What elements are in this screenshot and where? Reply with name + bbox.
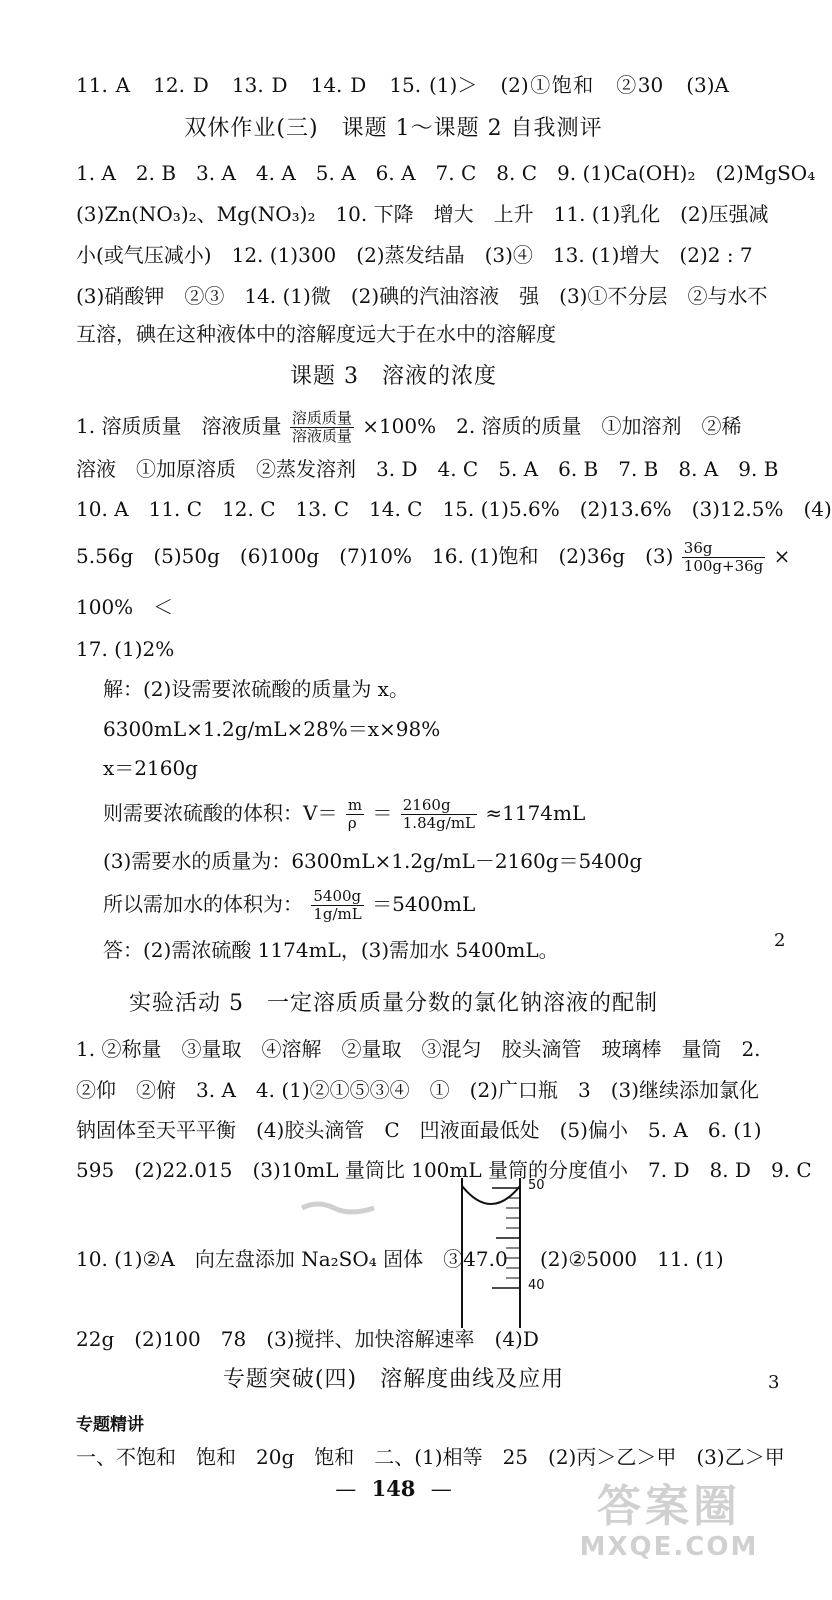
fraction-numerator: 36g: [682, 540, 766, 558]
smudge-shape: [298, 1196, 378, 1220]
saturated-fraction: [682, 540, 766, 575]
answer-line-24: ②仰 ②俯 3. A 4. (1)②①⑤③④ ① (2)广口瓶 3 (3)继续添加氯化: [76, 1078, 760, 1102]
answer-line-3: 1. A 2. B 3. A 4. A 5. A 6. A 7. C 8. C 9. (1)Ca(OH)₂ (2)MgSO₄: [76, 161, 816, 185]
page-dash-left: —: [335, 1477, 357, 1501]
answer-line-13: 100% ＜: [76, 595, 174, 619]
answer-line-12-start: 5.56g (5)50g (6)100g (7)10% 16. (1)饱和 (2)36g (3): [76, 544, 674, 568]
solution-line-5: (3)需要水的质量为：6300mL×1.2g/mL－2160g＝5400g: [103, 849, 643, 873]
margin-mark: 3: [768, 1372, 780, 1393]
fraction-numerator: 溶质质量: [291, 409, 352, 427]
answer-line-31: 一、不饱和 饱和 20g 饱和 二、(1)相等 25 (2)丙＞乙＞甲 (3)乙＞甲: [76, 1445, 785, 1469]
solution-line-4: [103, 797, 729, 832]
solution-line-4-start: 则需要浓硫酸的体积：V＝: [103, 801, 338, 825]
fraction-numerator: m: [347, 796, 363, 814]
watermark-text-main: 答案圈: [597, 1481, 741, 1532]
graduated-cylinder-diagram: [456, 1178, 546, 1334]
answer-line-11: 10. A 11. C 12. C 13. C 14. C 15. (1)5.6% (2)13.6% (3)12.5% (4): [76, 497, 832, 521]
answer-line-6: (3)硝酸钾 ②③ 14. (1)微 (2)碘的汽油溶液 强 (3)①不分层 ②与水不: [76, 284, 768, 308]
answer-line-12: [76, 539, 791, 575]
answer-line-28: 22g (2)100 78 (3)搅拌、加快溶解速率 (4)D: [76, 1327, 539, 1351]
margin-mark: 2: [774, 930, 786, 951]
fraction-denominator: 100g+36g: [683, 557, 764, 575]
section-heading-experiment-5: 实验活动 5 一定溶质质量分数的氯化钠溶液的配制: [129, 991, 658, 1016]
volume-value-fraction: [401, 797, 477, 832]
solution-line-6-start: 所以需加水的体积为：: [103, 892, 303, 916]
answer-line-7: 互溶，碘在这种液体中的溶解度远大于在水中的溶解度: [76, 322, 556, 346]
answer-line-25: 钠固体至天平平衡 (4)胶头滴管 C 凹液面最低处 (5)偏小 5. A 6. (1): [76, 1118, 762, 1142]
page-dash-right: —: [430, 1477, 452, 1501]
solution-line-2: 6300mL×1.2g/mL×28%＝x×98%: [103, 717, 441, 741]
answer-line-14: 17. (1)2%: [76, 637, 175, 661]
solution-line-6-end: ＝5400mL: [372, 892, 476, 916]
solution-line-3: x＝2160g: [103, 756, 198, 780]
answer-line-9-end: ×100% 2. 溶质的质量 ①加溶剂 ②稀: [362, 414, 742, 438]
watermark-text-url: MXQE.COM: [579, 1532, 759, 1562]
fraction-denominator: 1.84g/mL: [402, 814, 476, 832]
subheading-topic-lecture: 专题精讲: [76, 1415, 144, 1435]
fraction-numerator: 5400g: [311, 888, 363, 906]
equals-sign: ＝: [372, 801, 393, 825]
solution-line-1: 解：(2)设需要浓硫酸的质量为 x。: [103, 677, 409, 701]
answer-line-26: 595 (2)22.015 (3)10mL 量筒比 100mL 量筒的分度值小 7. D 8. D 9. C: [76, 1158, 812, 1182]
volume-formula-fraction: [346, 797, 364, 832]
fraction-denominator: ρ: [347, 814, 357, 832]
cylinder-svg: [456, 1178, 546, 1330]
answer-line-10: 溶液 ①加原溶质 ②蒸发溶剂 3. D 4. C 5. A 6. B 7. B 8. A 9. B: [76, 457, 779, 481]
answer-line-4: (3)Zn(NO₃)₂、Mg(NO₃)₂ 10. 下降 增大 上升 11. (1)乳化 (2)压强减: [76, 202, 769, 226]
section-heading-topic-breakthrough-4: 专题突破(四) 溶解度曲线及应用: [222, 1367, 565, 1392]
answer-line-12-end: ×: [773, 544, 791, 568]
answer-line-23: 1. ②称量 ③量取 ④溶解 ②量取 ③混匀 胶头滴管 玻璃棒 量筒 2.: [76, 1037, 761, 1061]
fraction-denominator: 溶液质量: [291, 427, 352, 445]
answer-line-27-start: 10. (1)②A 向左盘添加 Na₂SO₄ 固体 ③47.0: [76, 1247, 508, 1271]
answer-line-9-start: 1. 溶质质量 溶液质量: [76, 414, 282, 438]
page-number: 148: [371, 1476, 416, 1501]
watermark-logo: [566, 1482, 772, 1578]
solution-line-4-end: ≈1174mL: [485, 801, 586, 825]
mass-fraction-formula: [290, 410, 354, 445]
answer-line-1: 11. A 12. D 13. D 14. D 15. (1)＞ (2)①饱和 ②30 (3)A: [76, 73, 729, 97]
answer-line-27-end: (2)②5000 11. (1): [540, 1247, 724, 1271]
cylinder-mark-lower: 40: [528, 1278, 545, 1293]
section-heading-weekend-homework-3: 双休作业(三) 课题 1～课题 2 自我测评: [184, 116, 603, 141]
print-smudge: [298, 1196, 378, 1224]
solution-line-6: [103, 888, 729, 923]
solution-answer-line: 答：(2)需浓硫酸 1174mL，(3)需加水 5400mL。: [103, 938, 559, 962]
answer-line-5: 小(或气压减小) 12. (1)300 (2)蒸发结晶 (3)④ 13. (1)增大 (2)2 : 7: [76, 243, 753, 267]
answer-line-9: [76, 409, 742, 445]
fraction-denominator: 1g/mL: [313, 905, 362, 923]
cylinder-mark-upper: 50: [528, 1178, 545, 1193]
section-heading-solution-concentration: 课题 3 溶液的浓度: [290, 364, 497, 389]
water-volume-fraction: [311, 888, 363, 923]
fraction-numerator: 2160g: [401, 797, 477, 815]
